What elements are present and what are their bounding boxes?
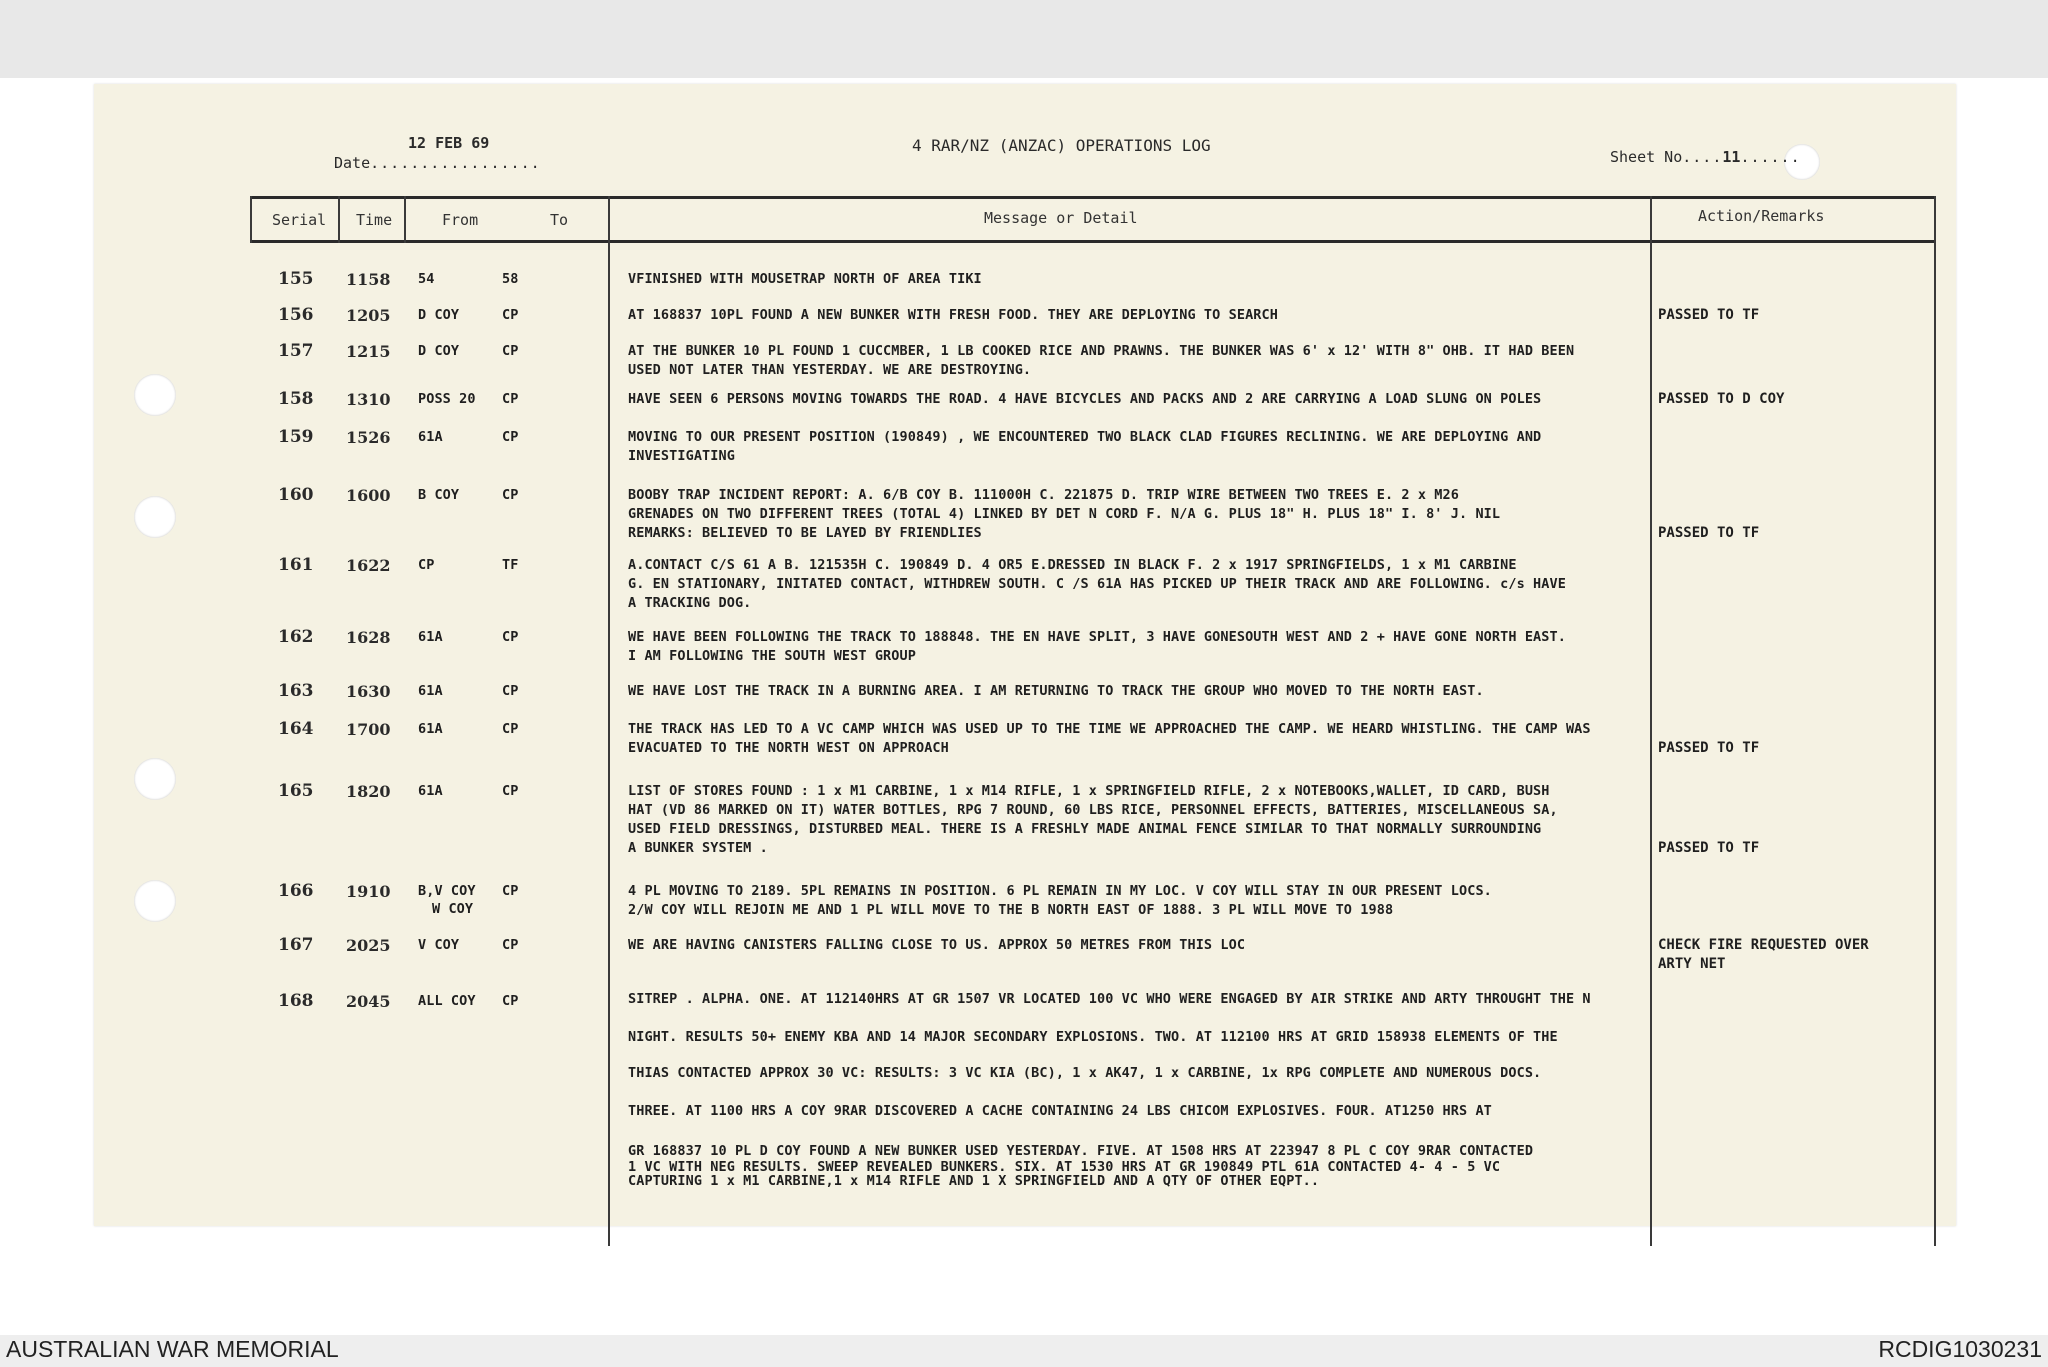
- from-cell: CP: [418, 557, 435, 573]
- time-cell: 2045: [346, 992, 391, 1011]
- serial-cell: 163: [278, 681, 314, 701]
- message-line: WE HAVE LOST THE TRACK IN A BURNING AREA. I AM RETURNING TO TRACK THE GROUP WHO MOVED TO THE NORTH EAST.: [628, 683, 1484, 699]
- date-value: 12 FEB 69: [408, 134, 490, 152]
- serial-cell: 162: [278, 627, 314, 647]
- from-cell: D COY: [418, 307, 460, 323]
- punch-hole: [134, 374, 176, 416]
- from-cell: B COY: [418, 487, 460, 503]
- sitrep-line: 1 VC WITH NEG RESULTS. SWEEP REVEALED BUNKERS. SIX. AT 1530 HRS AT GR 190849 PTL 61A CONTACTED 4- 4 - 5 VC: [628, 1159, 1501, 1175]
- sitrep-line: GR 168837 10 PL D COY FOUND A NEW BUNKER USED YESTERDAY. FIVE. AT 1508 HRS AT 223947 8 PL C COY 9RAR CONTACTED: [628, 1143, 1534, 1159]
- message-line: EVACUATED TO THE NORTH WEST ON APPROACH: [628, 740, 949, 756]
- message-line: REMARKS: BELIEVED TO BE LAYED BY FRIENDLIES: [628, 525, 982, 541]
- to-cell: CP: [502, 721, 519, 737]
- message-line: USED NOT LATER THAN YESTERDAY. WE ARE DESTROYING.: [628, 362, 1032, 378]
- sitrep-line: THIAS CONTACTED APPROX 30 VC: RESULTS: 3 VC KIA (BC), 1 x AK47, 1 x CARBINE, 1x RPG COMPLETE AND NUMEROUS DOCS.: [628, 1065, 1542, 1081]
- punch-hole: [134, 496, 176, 538]
- message-line: I AM FOLLOWING THE SOUTH WEST GROUP: [628, 648, 916, 664]
- col-header-message: Message or Detail: [984, 209, 1138, 227]
- col-divider: [608, 196, 610, 1246]
- col-header-serial: Serial: [272, 211, 327, 229]
- from-cell: 61A: [418, 783, 443, 799]
- from-cell: POSS 20: [418, 391, 476, 407]
- col-header-from: From: [442, 211, 479, 229]
- to-cell: CP: [502, 487, 519, 503]
- punch-hole: [134, 880, 176, 922]
- message-line: 2/W COY WILL REJOIN ME AND 1 PL WILL MOVE TO THE B NORTH EAST OF 1888. 3 PL WILL MOVE TO 1988: [628, 902, 1394, 918]
- from-cell: 54: [418, 271, 435, 287]
- table-header-rule: [250, 240, 1936, 243]
- sitrep-line: NIGHT. RESULTS 50+ ENEMY KBA AND 14 MAJOR SECONDARY EXPLOSIONS. TWO. AT 112100 HRS AT GRID 158938 ELEMENTS OF THE: [628, 1029, 1558, 1045]
- col-header-action: Action/Remarks: [1698, 207, 1825, 225]
- remark-line: ARTY NET: [1658, 956, 1726, 972]
- to-cell: CP: [502, 429, 519, 445]
- remark-line: PASSED TO TF: [1658, 740, 1760, 756]
- remark-line: PASSED TO TF: [1658, 307, 1760, 323]
- remark-line: CHECK FIRE REQUESTED OVER: [1658, 937, 1869, 953]
- serial-cell: 155: [278, 269, 314, 289]
- message-line: GRENADES ON TWO DIFFERENT TREES (TOTAL 4) LINKED BY DET N CORD F. N/A G. PLUS 18" H. PLUS 18" I. 8' J. NIL: [628, 506, 1501, 522]
- serial-cell: 157: [278, 341, 314, 361]
- time-cell: 2025: [346, 936, 391, 955]
- col-header-time: Time: [356, 211, 393, 229]
- message-line: G. EN STATIONARY, INITATED CONTACT, WITHDREW SOUTH. C /S 61A HAS PICKED UP THEIR TRACK AND ARE FOLLOWING. c/s HAVE: [628, 576, 1566, 592]
- time-cell: 1910: [346, 882, 391, 901]
- from-cell: 61A: [418, 429, 443, 445]
- serial-cell: 165: [278, 781, 314, 801]
- operations-log-sheet: [94, 84, 1956, 1226]
- footer-record-id: RCDIG1030231: [1878, 1336, 2042, 1362]
- message-line: INVESTIGATING: [628, 448, 735, 464]
- time-cell: 1622: [346, 556, 391, 575]
- from-cell: D COY: [418, 343, 460, 359]
- time-cell: 1630: [346, 682, 391, 701]
- sheet-label: Sheet No: [1610, 148, 1683, 166]
- message-line: A TRACKING DOG.: [628, 595, 752, 611]
- message-line: A BUNKER SYSTEM .: [628, 840, 768, 856]
- to-cell: 58: [502, 271, 519, 287]
- serial-cell: 161: [278, 555, 314, 575]
- message-line: 4 PL MOVING TO 2189. 5PL REMAINS IN POSITION. 6 PL REMAIN IN MY LOC. V COY WILL STAY IN OUR PRESENT LOCS.: [628, 883, 1492, 899]
- time-cell: 1600: [346, 486, 391, 505]
- to-cell: CP: [502, 993, 519, 1009]
- sitrep-line: SITREP . ALPHA. ONE. AT 112140HRS AT GR 1507 VR LOCATED 100 VC WHO WERE ENGAGED BY AIR STRIKE AND ARTY THROUGHT THE N: [628, 991, 1591, 1007]
- remark-line: PASSED TO D COY: [1658, 391, 1785, 407]
- message-line: THE TRACK HAS LED TO A VC CAMP WHICH WAS USED UP TO THE TIME WE APPROACHED THE CAMP. WE HEARD WHISTLING. THE CAMP WAS: [628, 721, 1591, 737]
- serial-cell: 164: [278, 719, 314, 739]
- time-cell: 1700: [346, 720, 391, 739]
- log-title: 4 RAR/NZ (ANZAC) OPERATIONS LOG: [912, 136, 1211, 155]
- serial-cell: 166: [278, 881, 314, 901]
- message-line: AT 168837 10PL FOUND A NEW BUNKER WITH FRESH FOOD. THEY ARE DEPLOYING TO SEARCH: [628, 307, 1278, 323]
- to-cell: CP: [502, 683, 519, 699]
- time-cell: 1820: [346, 782, 391, 801]
- sitrep-line: CAPTURING 1 x M1 CARBINE,1 x M14 RIFLE AND 1 X SPRINGFIELD AND A QTY OF OTHER EQPT..: [628, 1173, 1320, 1189]
- message-line: A.CONTACT C/S 61 A B. 121535H C. 190849 D. 4 OR5 E.DRESSED IN BLACK F. 2 x 1917 SPRINGFIELDS, 1 x M1 CARBINE: [628, 557, 1517, 573]
- time-cell: 1158: [346, 270, 391, 289]
- col-divider: [1934, 196, 1936, 1246]
- sitrep-line: THREE. AT 1100 HRS A COY 9RAR DISCOVERED A CACHE CONTAINING 24 LBS CHICOM EXPLOSIVES. FOUR. AT1250 HRS AT: [628, 1103, 1492, 1119]
- time-cell: 1310: [346, 390, 391, 409]
- message-line: VFINISHED WITH MOUSETRAP NORTH OF AREA TIKI: [628, 271, 982, 287]
- punch-hole: [134, 758, 176, 800]
- to-cell: CP: [502, 307, 519, 323]
- sheet-field: Sheet No....11......: [1610, 148, 1801, 166]
- serial-cell: 160: [278, 485, 314, 505]
- from-cell-secondary: W COY: [432, 901, 474, 917]
- message-line: USED FIELD DRESSINGS, DISTURBED MEAL. THERE IS A FRESHLY MADE ANIMAL FENCE SIMILAR TO THAT NORMALLY SURROUNDING: [628, 821, 1542, 837]
- time-cell: 1526: [346, 428, 391, 447]
- serial-cell: 159: [278, 427, 314, 447]
- col-divider: [338, 196, 340, 243]
- message-line: WE HAVE BEEN FOLLOWING THE TRACK TO 188848. THE EN HAVE SPLIT, 3 HAVE GONESOUTH WEST AND 2 + HAVE GONE NORTH EAST.: [628, 629, 1566, 645]
- serial-cell: 168: [278, 991, 314, 1011]
- message-line: WE ARE HAVING CANISTERS FALLING CLOSE TO US. APPROX 50 METRES FROM THIS LOC: [628, 937, 1246, 953]
- to-cell: CP: [502, 883, 519, 899]
- to-cell: TF: [502, 557, 519, 573]
- col-header-to: To: [550, 211, 569, 229]
- serial-cell: 156: [278, 305, 314, 325]
- date-label: Date: [334, 154, 371, 172]
- to-cell: CP: [502, 343, 519, 359]
- sheet-value: 11: [1722, 148, 1741, 166]
- from-cell: B,V COY: [418, 883, 476, 899]
- col-divider: [1650, 196, 1652, 1246]
- time-cell: 1215: [346, 342, 391, 361]
- message-line: BOOBY TRAP INCIDENT REPORT: A. 6/B COY B. 111000H C. 221875 D. TRIP WIRE BETWEEN TWO TREES E. 2 x M26: [628, 487, 1459, 503]
- time-cell: 1628: [346, 628, 391, 647]
- date-field: Date.................: [334, 154, 541, 172]
- to-cell: CP: [502, 391, 519, 407]
- col-divider: [404, 196, 406, 243]
- from-cell: 61A: [418, 629, 443, 645]
- message-line: MOVING TO OUR PRESENT POSITION (190849) , WE ENCOUNTERED TWO BLACK CLAD FIGURES RECLINING. WE ARE DEPLOYING AND: [628, 429, 1542, 445]
- serial-cell: 167: [278, 935, 314, 955]
- table-top-rule: [250, 196, 1936, 199]
- footer-archive-name: AUSTRALIAN WAR MEMORIAL: [6, 1336, 339, 1362]
- scan-top-band: [0, 0, 2048, 78]
- to-cell: CP: [502, 937, 519, 953]
- col-divider: [250, 196, 252, 243]
- from-cell: 61A: [418, 683, 443, 699]
- message-line: HAVE SEEN 6 PERSONS MOVING TOWARDS THE ROAD. 4 HAVE BICYCLES AND PACKS AND 2 ARE CARRYING A LOAD SLUNG ON POLES: [628, 391, 1542, 407]
- from-cell: 61A: [418, 721, 443, 737]
- message-line: LIST OF STORES FOUND : 1 x M1 CARBINE, 1 x M14 RIFLE, 1 x SPRINGFIELD RIFLE, 2 x NOTEBOOKS,WALLET, ID CARD, BUSH: [628, 783, 1550, 799]
- from-cell: V COY: [418, 937, 460, 953]
- to-cell: CP: [502, 783, 519, 799]
- remark-line: PASSED TO TF: [1658, 840, 1760, 856]
- serial-cell: 158: [278, 389, 314, 409]
- to-cell: CP: [502, 629, 519, 645]
- from-cell: ALL COY: [418, 993, 476, 1009]
- remark-line: PASSED TO TF: [1658, 525, 1760, 541]
- message-line: AT THE BUNKER 10 PL FOUND 1 CUCCMBER, 1 LB COOKED RICE AND PRAWNS. THE BUNKER WAS 6' x 12' WITH 8" OHB. IT HAD BEEN: [628, 343, 1575, 359]
- message-line: HAT (VD 86 MARKED ON IT) WATER BOTTLES, RPG 7 ROUND, 60 LBS RICE, PERSONNEL EFFECTS, BATTERIES, MISCELLANEOUS SA,: [628, 802, 1558, 818]
- time-cell: 1205: [346, 306, 391, 325]
